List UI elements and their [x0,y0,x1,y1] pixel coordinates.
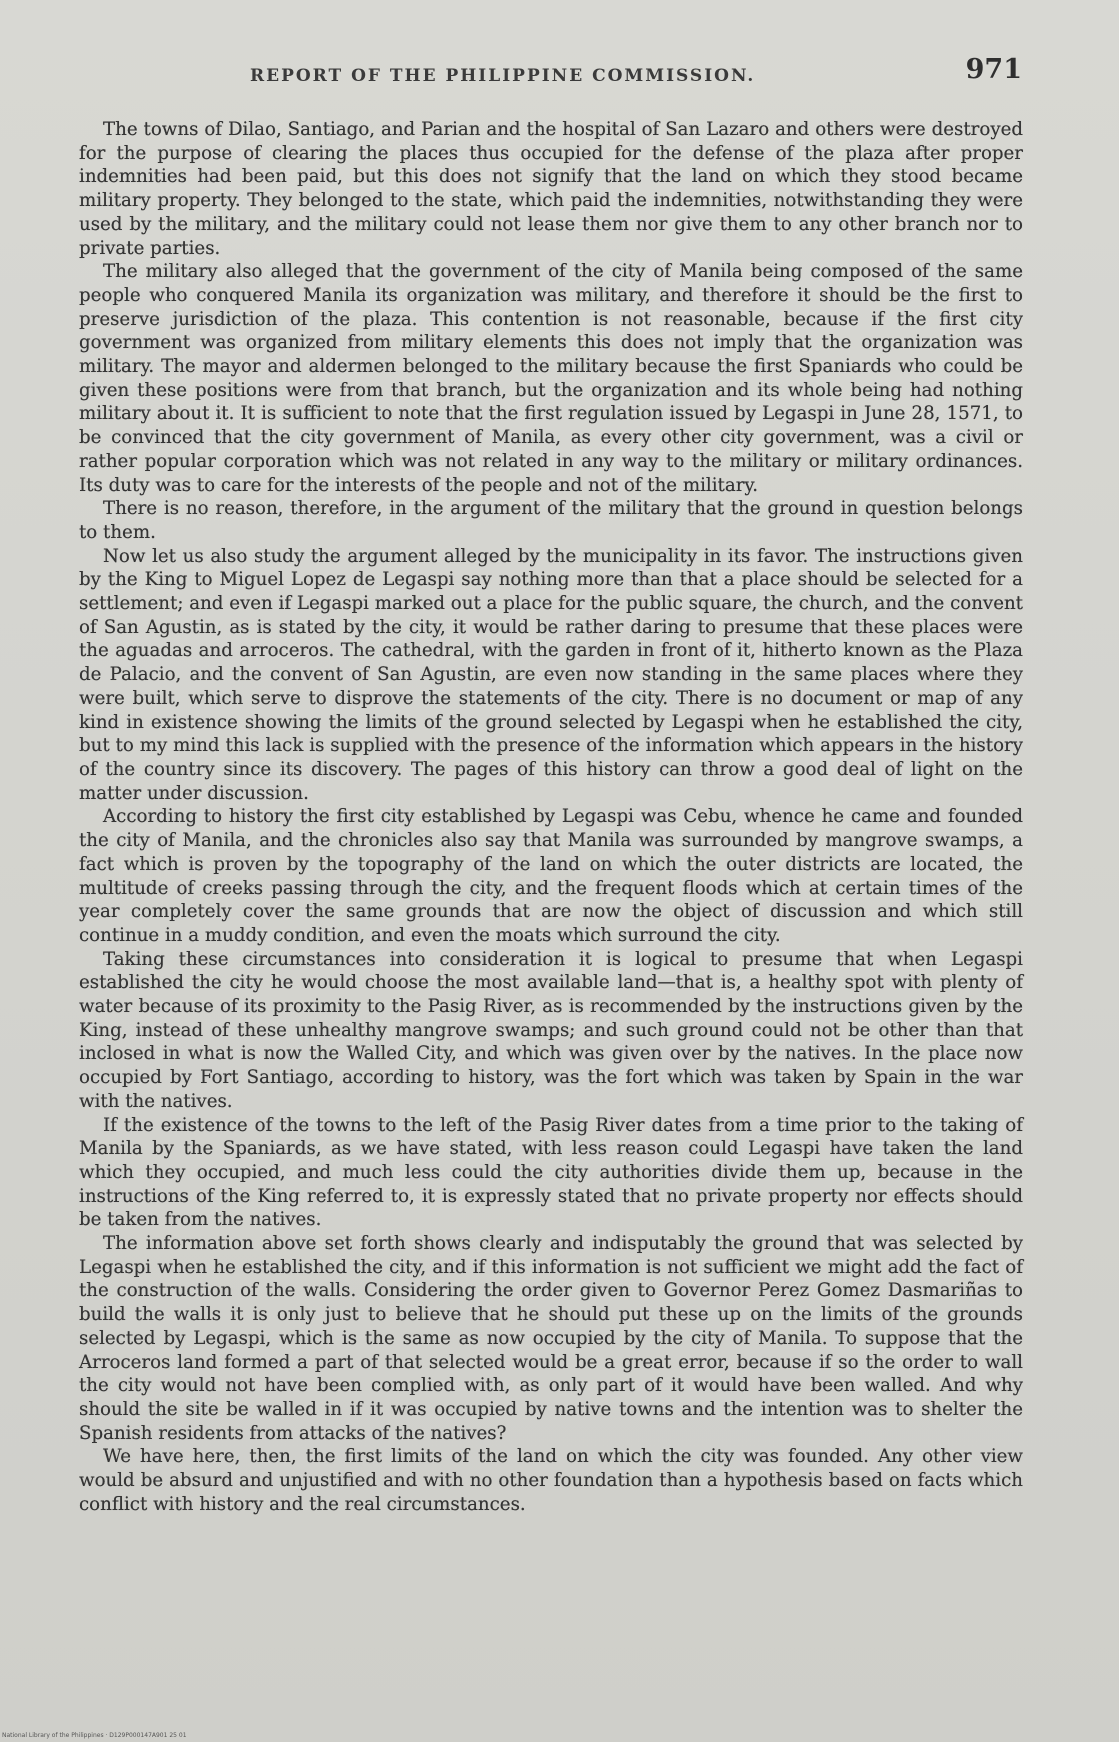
paragraph: According to history the first city established by Legaspi was Cebu, whence he came and founded the city of Manila, and the chronicles also say that Manila was surrounded by mangrove swamps, a fact which is proven by the topography of the land on which the outer districts are located, the multitude of creeks passing through the city, and the frequent floods which at certain times of the year completely cover the same grounds that are now the object of discussion and which still continue in a muddy condition, and even the moats which surround the city. [79,806,1023,946]
paragraph: Now let us also study the argument alleged by the municipality in its favor. The instructions given by the King to Miguel Lopez de Legaspi say nothing more than that a place should be selected for a settlement; and even if Legaspi marked out a place for the public square, the church, and the convent of San Agustin, as is stated by the city, it would be rather daring to presume that these places were the aguadas and arroceros. The cathedral, with the garden in front of it, hitherto known as the Plaza de Palacio, and the convent of San Agustin, are even now standing in the same places where they were built, which serve to disprove the statements of the city. There is no document or map of any kind in existence showing the limits of the ground selected by Legaspi when he established the city, but to my mind this lack is supplied with the presence of the information which appears in the history of the country since its discovery. The pages of this history can throw a good deal of light on the matter under discussion. [79,545,1023,804]
page-number: 971 [965,54,1022,85]
paragraph: If the existence of the towns to the left of the Pasig River dates from a time prior to the taking of Manila by the Spaniards, as we have stated, with less reason could Legaspi have taken the land which they occupied, and much less could the city authorities divide them up, because in the instructions of the King referred to, it is expressly stated that no private property nor effects should be taken from the natives. [79,1114,1023,1231]
body-text [79,118,1023,1516]
paragraph: The information above set forth shows clearly and indisputably the ground that was selected by Legaspi when he established the city, and if this information is not sufficient we might add the fact of the construction of the walls. Considering the order given to Governor Perez Gomez Dasmariñas to build the walls it is only just to believe that he should put these up on the limits of the grounds selected by Legaspi, which is the same as now occupied by the city of Manila. To suppose that the Arroceros land formed a part of that selected would be a great error, because if so the order to wall the city would not have been complied with, as only part of it would have been walled. And why should the site be walled in if it was occupied by native towns and the intention was to shelter the Spanish residents from attacks of the natives? [79,1233,1023,1444]
page-header [82,48,1022,98]
paragraph: There is no reason, therefore, in the argument of the military that the ground in question belongs to them. [79,498,1023,543]
paragraph: Taking these circumstances into consideration it is logical to presume that when Legaspi established the city he would choose the most available land—that is, a healthy spot with plenty of water because of its proximity to the Pasig River, as is recommended by the instructions given by the King, instead of these unhealthy mangrove swamps; and such ground could not be other than that inclosed in what is now the Walled City, and which was given over by the natives. In the place now occupied by Fort Santiago, according to history, was the fort which was taken by Spain in the war with the natives. [79,948,1023,1112]
paragraph: The military also alleged that the government of the city of Manila being composed of the same people who conquered Manila its organization was military, and therefore it should be the first to preserve jurisdiction of the plaza. This contention is not reasonable, because if the first city government was organized from military elements this does not imply that the organization was military. The mayor and aldermen belonged to the military because the first Spaniards who could be given these positions were from that branch, but the organization and its whole being had nothing military about it. It is sufficient to note that the first regulation issued by Legaspi in June 28, 1571, to be convinced that the city government of Manila, as every other city government, was a civil or rather popular corporation which was not related in any way to the military or military ordinances. Its duty was to care for the interests of the people and not of the military. [79,261,1023,496]
paragraph: We have here, then, the first limits of the land on which the city was founded. Any other view would be absurd and unjustified and with no other foundation than a hypothesis based on facts which conflict with history and the real circumstances. [79,1446,1023,1515]
footer-credit: National Library of the Philippines · D129P000147A901 25 01 [2,1732,187,1739]
running-title: REPORT OF THE PHILIPPINE COMMISSION. [250,66,756,86]
paragraph: The towns of Dilao, Santiago, and Parian and the hospital of San Lazaro and others were destroyed for the purpose of clearing the places thus occupied for the defense of the plaza after proper indemnities had been paid, but this does not signify that the land on which they stood became military property. They belonged to the state, which paid the indemnities, notwithstanding they were used by the military, and the military could not lease them nor give them to any other branch nor to private parties. [79,119,1023,259]
